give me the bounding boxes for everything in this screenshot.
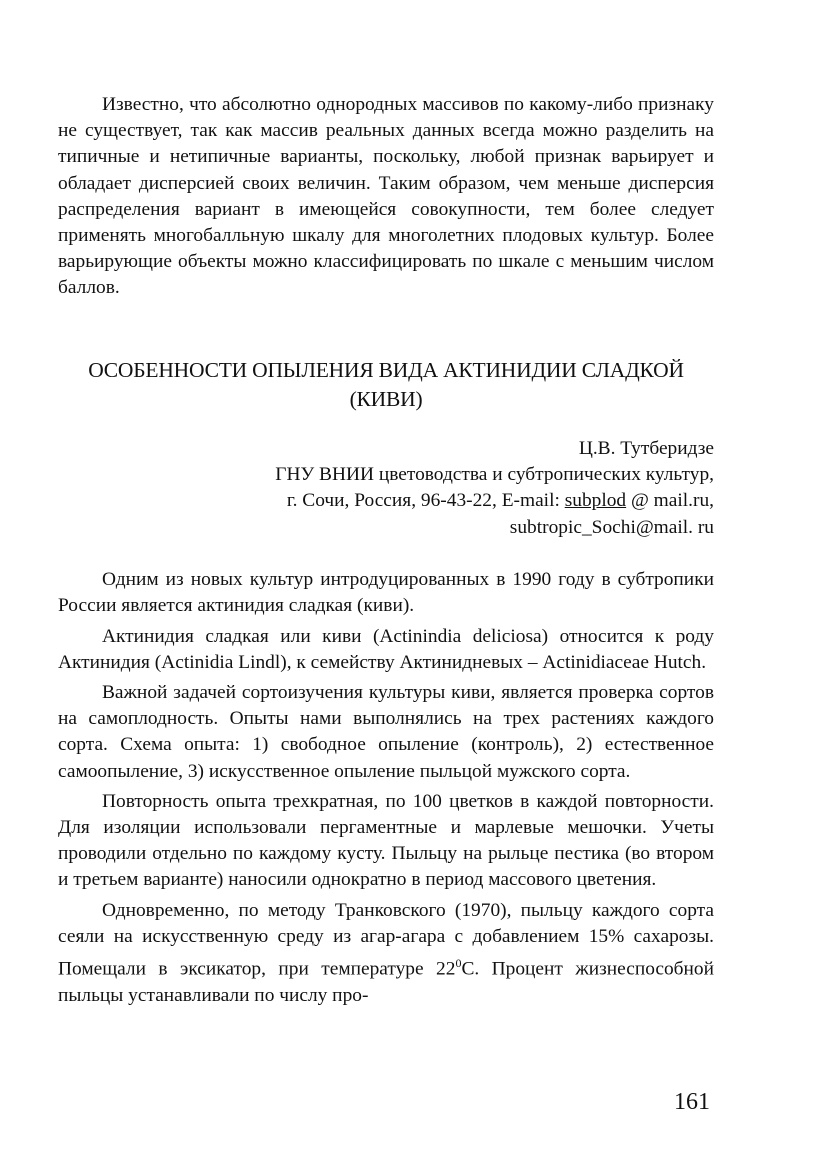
degree-superscript: 0 (455, 956, 462, 971)
page-content (58, 92, 714, 1013)
intro-paragraph: Известно, что абсолютно однородных массивов по какому-либо признаку не существует, так как массив реальных данных всегда можно разделить на типичные и нетипичные варианты, поскольку, любой признак варьирует и обладает дисперсией своих величин. Таким образом, чем меньше дисперсия распределения вариант в имеющейся совокупности, тем более следует применять многобалльную шкалу для многолетних плодовых культур. Более варьирующие объекты можно классифицировать по шкале с меньшим числом баллов. (58, 94, 714, 299)
article-title-line-1: ОСОБЕННОСТИ ОПЫЛЕНИЯ ВИДА АКТИНИДИИ СЛАДКОЙ (88, 357, 684, 382)
body-paragraph: Одним из новых культур интродуцированных в 1990 году в субтропики России является актинидия сладкая (киви). (58, 569, 714, 617)
article-title (58, 356, 714, 414)
body-paragraph: Актинидия сладкая или киви (Actinindia deliciosa) относится к роду Актинидия (Actinidia Lindl), к семейству Актинидневых – Actinidiaceae Hutch. (58, 625, 714, 673)
email-link-user[interactable]: subplod (564, 490, 627, 512)
article-title-line-2: (КИВИ) (349, 386, 423, 411)
author-address (58, 488, 714, 514)
author-block (58, 436, 714, 542)
last-paragraph-text: Одновременно, по методу Транковского (1970), пыльцу каждого сорта сеяли на искусственную среду из агар-агара с добавлением 15% сахарозы. Помещали в эксикатор, при температуре 22 (58, 899, 714, 980)
email-link-2[interactable]: subtropic_Sochi@mail. ru (509, 516, 714, 538)
body-paragraph: Важной задачей сортоизучения культуры киви, является проверка сортов на самоплодность. Опыты нами выполнялись на трех растениях каждого сорта. Схема опыта: 1) свободное опыление (контроль), 2) естественное самоопыление, 3) искусственное опыление пыльцой мужского сорта. (58, 682, 714, 782)
body-paragraph-last (58, 898, 714, 1009)
article-body (58, 567, 714, 1009)
email-link-domain[interactable]: @ mail.ru, (626, 490, 714, 512)
address-text: г. Сочи, Россия, 96-43-22, E-mail: (286, 490, 565, 512)
body-paragraph: Повторность опыта трехкратная, по 100 цветков в каждой повторности. Для изоляции использовали пергаментные и марлевые мешочки. Учеты проводили отдельно по каждому кусту. Пыльцу на рыльце пестика (во втором и третьем варианте) наносили однократно в период массового цветения. (58, 790, 714, 891)
last-paragraph-text-end: С. Процент жизнеспособной пыльцы устанавливали по числу про- (58, 958, 715, 1006)
author-name: Ц.В. Тутберидзе (578, 437, 714, 459)
author-affiliation: ГНУ ВНИИ цветоводства и субтропических культур, (275, 464, 714, 486)
page-number: 161 (674, 1089, 710, 1115)
